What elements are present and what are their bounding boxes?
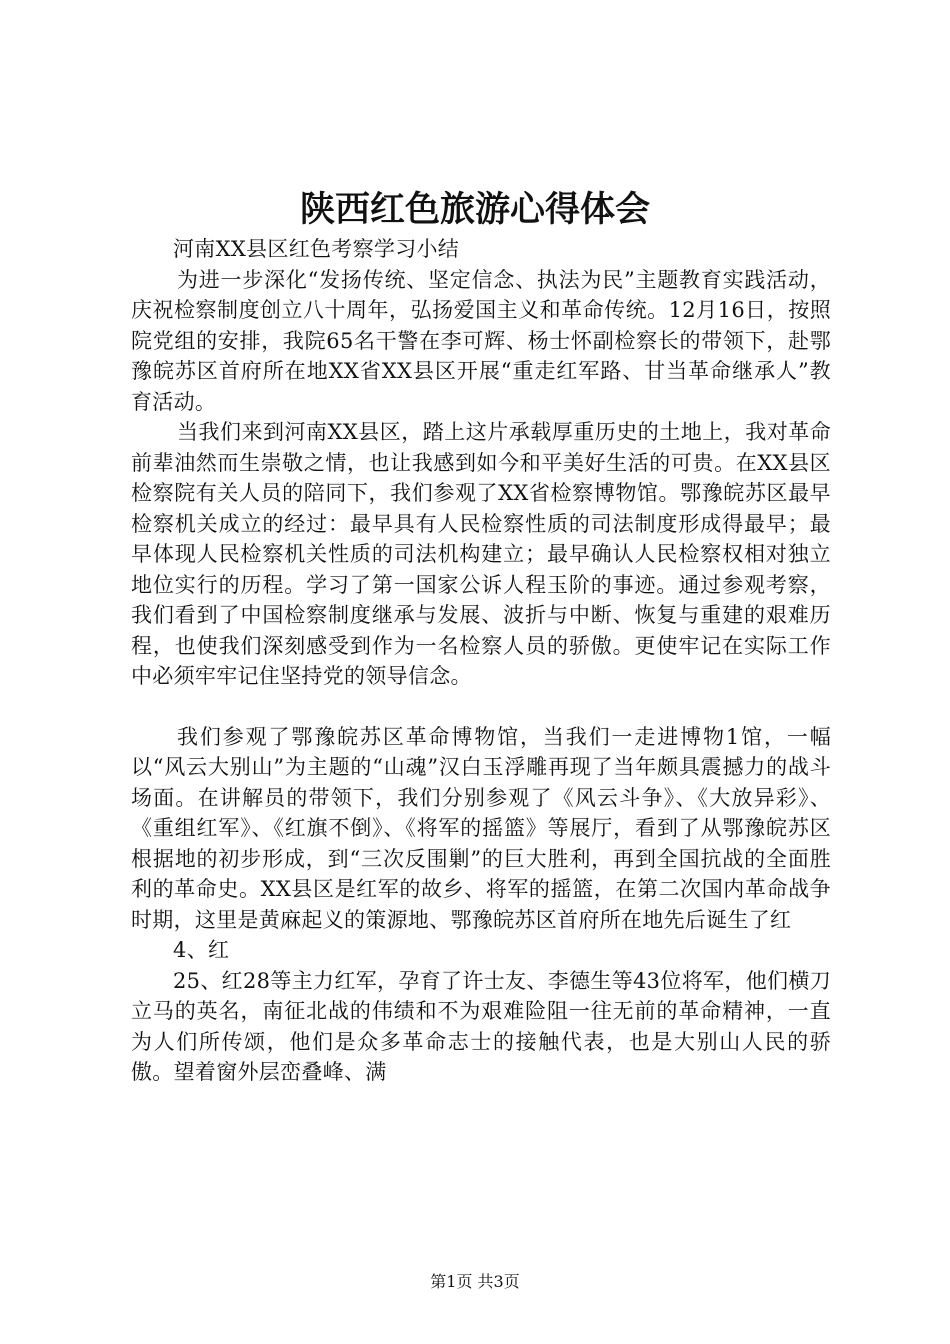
document-body — [131, 234, 831, 1088]
paragraph-1: 为进一步深化“发扬传统、坚定信念、执法为民”主题教育实践活动，庆祝检察制度创立八十周年，弘扬爱国主义和革命传统。12月16日，按照院党组的安排，我院65名干警在李可辉、杨士怀副检察长的带领下，赴鄂豫皖苏区首府所在地XX省XX县区开展“重走红军路、甘当革命继承人”教育活动。 — [131, 267, 831, 414]
page-number-footer: 第1页 共3页 — [430, 1272, 520, 1291]
paragraph-2: 当我们来到河南XX县区，踏上这片承载厚重历史的土地上，我对革命前辈油然而生崇敬之情，也让我感到如今和平美好生活的可贵。在XX县区检察院有关人员的陪同下，我们参观了XX省检察博物馆。鄂豫皖苏区最早检察机关成立的经过：最早具有人民检察性质的司法制度形成得最早；最早体现人民检察机关性质的司法机构建立；最早确认人民检察权相对独立地位实行的历程。学习了第一国家公诉人程玉阶的事迹。通过参观考察，我们看到了中国检察制度继承与发展、波折与中断、恢复与重建的艰难历程，也使我们深刻感受到作为一名检察人员的骄傲。更使牢记在实际工作中必须牢牢记住坚持党的领导信念。 — [131, 420, 831, 688]
paragraph-3: 我们参观了鄂豫皖苏区革命博物馆，当我们一走进博物1馆，一幅以“风云大别山”为主题的“山魂”汉白玉浮雕再现了当年颇具震撼力的战斗场面。在讲解员的带领下，我们分别参观了《风云斗争》、《大放异彩》、《重组红军》、《红旗不倒》、《将军的摇篮》等展厅，看到了从鄂豫皖苏区根据地的初步形成，到“三次反围剿”的巨大胜利，再到全国抗战的全面胜利的革命史。XX县区是红军的故乡、将军的摇篮，在第二次国内革命战争时期，这里是黄麻起义的策源地、鄂豫皖苏区首府所在地先后诞生了红 — [131, 724, 831, 932]
document-title: 陕西红色旅游心得体会 — [299, 190, 650, 230]
paragraph-subtitle: 河南XX县区红色考察学习小结 — [173, 237, 460, 261]
paragraph-5: 25、红28等主力红军，孕育了许士友、李德生等43位将军，他们横刀立马的英名，南征北战的伟绩和不为艰难险阻一往无前的革命精神，一直为人们所传颂，他们是众多革命志士的接触代表，也是大别山人民的骄傲。望着窗外层峦叠峰、满 — [131, 968, 831, 1084]
paragraph-4: 4、红 — [173, 938, 230, 962]
